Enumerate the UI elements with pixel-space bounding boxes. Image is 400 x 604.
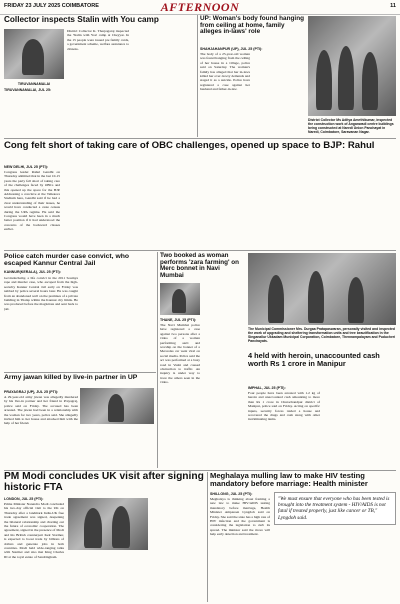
masthead-page-number: 11 (390, 3, 396, 9)
meghalaya-body-col3 (336, 530, 396, 602)
stalin-body-cont (132, 29, 194, 89)
pm-byline: LONDON, JUL 25 (PTI): (4, 497, 44, 501)
up-body: The body of a 25-year-old woman was found hanging from the ceiling of her house in a village, police said on Saturday. The woman's family has alleged that her in-laws killed her over dowry demands and staged it as a suicide. Police have registered a case against her husband and father-in-law. (200, 52, 250, 92)
photo-merc-bonnet (160, 283, 200, 315)
headline-stalin: Collector inspects Stalin with You camp (4, 15, 159, 24)
photo-municipal-commissioner (248, 253, 396, 325)
cong-body-col4 (184, 165, 240, 248)
headline-meghalaya-hiv: Meghalaya mulling law to make HIV testing mandatory before marriage: Health minister (210, 471, 368, 488)
cong-body-col3 (124, 165, 180, 248)
column-rule-2 (157, 252, 158, 468)
photo-collector-stalin (4, 29, 64, 79)
headline-navi-mumbai: Two booked as woman performs 'zara farming' on Merc bonnet in Navi Mumbai (160, 252, 239, 279)
cong-body: Congress leader Rahul Gandhi on Thursday admitted that in the last 10-15 years the party fell short of taking care of the challenges faced by OBCs and this opened up the space for the BJP. Addressing a conclave at the Talkatora Stadium here, Gandhi said if he had a clear understanding of their issues, he would have conducted a caste census during the UPA regime. He said the Congress would have been in a much better position if it had understood the concerns of the backward classes earlier. (4, 170, 60, 232)
headline-pm-modi: PM Modi concludes UK visit after signing historic FTA (4, 471, 204, 493)
masthead (0, 0, 400, 15)
police-body: Govindachamy, a life convict in the 2011 Soumya rape and murder case, who escaped from the high-security Kannur Central Jail early on Friday was nabbed by police several hours later. He was caught from an abandoned well on the premises of a private building in Thalap within the Kannur city limits. He was produced before the magistrate and sent back to jail. (4, 276, 78, 311)
stalin-body: District Collector K. Tharpagaraj inspected the 'Stalin with You' camp at Cheyyar. In the 15 people were issued pre family cards, a government scheme, welfare assistance to citizens. (67, 29, 129, 51)
police-byline: KANNUR(KERALA), JUL 25 (PTI): (4, 270, 61, 274)
navi-byline: THANE, JUL 25 (PTI): (160, 318, 197, 322)
manipur-body: Four people have been arrested with 1.2 kg of heroin and unaccounted cash amounting to more than Rs 1 crore in Churachandpur district of Manipur, police said on Friday. Acting on specific inputs, security forces raided a house and recovered the drugs and cash along with other incriminating items. (248, 391, 320, 422)
municipal-caption: The Municipal Commissioner Mrs. Durgaa Pratapaswaran, personally visited and inspected the work of upgrading and sheltering transformation units and tree beautification in the Singanallur Ukkadam Municipal Corporation, Coimbatore, Thennampalayam and Puducheri Panchayats. (248, 327, 396, 344)
photo-collector-inspection (308, 16, 396, 116)
manipur-byline: IMPHAL, JUL 25 (PTI): (248, 386, 286, 390)
up-byline: SHAHJAHANPUR (UP), JUL 25 (PTI): (200, 47, 263, 51)
masthead-title: AFTERNOON (160, 0, 240, 14)
army-body-col2 (80, 426, 154, 467)
army-body: A 29-year-old army jawan was allegedly murdered by his live-in partner and her friend in Prayagraj, police said on Friday. The accused has been arrested. The jawan had been in a relationship with the woman for two years, police said. She allegedly invited him to her house and attacked him with the help of her friend. (4, 395, 78, 426)
meghalaya-byline: SHILLONG, JUL 25 (PTI): (210, 492, 253, 496)
meghalaya-body-col2 (274, 530, 332, 602)
meghalaya-body: Meghalaya is thinking about framing a new law to make HIV/AIDS testing mandatory before marriage, Health Minister Ampareen Lyngdoh said on Friday. She said the state has a high rate of HIV infection and the government is considering the legislation to curb its spread. The minister said the move will help early detection and treatment. (210, 497, 270, 537)
cong-body-col5 (244, 165, 300, 248)
headline-manipur-heroin: 4 held with heroin, unaccounted cash worth Rs 1 crore in Manipur (248, 351, 380, 368)
photo-pm-modi-starmer (68, 498, 148, 550)
headline-up-woman: UP: Woman's body found hanging from ceiling at home, family alleges in-laws' role (200, 15, 304, 36)
headline-army-jawan: Army jawan killed by live-in partner in UP (4, 374, 138, 381)
manipur-body-col2 (324, 386, 396, 467)
pm-body: Prime Minister Narendra Modi concluded his two-day official visit to the UK on Thursday after a landmark India-UK free trade agreement was signed, deepening the bilateral relationship and charting out the future of economic cooperation. The agreement, signed in the presence of Modi and his British counterpart Keir Starmer, is expected to boost trade by billions of dollars and generate jobs in both countries. Modi held wide-ranging talks with Starmer and also met King Charles III at the royal estate of Sandringham. (4, 502, 64, 559)
column-rule (197, 15, 198, 137)
meghalaya-pull-quote: "We must ensure that everyone who has been tested is brought into the treatment system - HIV/AIDS is not fatal if treated properly, just like cancer or TB," Lyngdoh said. (274, 492, 396, 525)
stalin-byline: TIRUVANNAMALAI, JUL 25: (4, 88, 52, 92)
cong-body-col2 (64, 165, 120, 248)
army-byline: PRAYAGRAJ (UP), JUL 25 (PTI): (4, 390, 59, 394)
stalin-photo-name: TIRUVANNAMALAI (17, 82, 51, 86)
pm-body-col2 (68, 552, 148, 602)
headline-police-convict: Police catch murder case convict, who escaped Kannur Central Jail (4, 253, 130, 268)
column-rule-3 (207, 472, 208, 602)
pm-body-col3 (152, 498, 204, 602)
amethi-caption: District Collector Ms Aditya Amethikumar, inspected the construction work of Anganwadi centre buildings being constructed at Naredi Union Panchayat in Naredi, Coimbatore, Saravanan Nagar. (308, 118, 394, 135)
navi-body-col2 (203, 283, 244, 468)
section-rule (4, 138, 396, 139)
navi-body: The Navi Mumbai police have registered a case against two persons after a video of a woman performing aarti and worship on the bonnet of a Mercedes car went viral on social media. Police said the act was performed at a busy road in Vashi and caused obstruction to traffic. An inquiry is under way to trace the others seen in the video. (160, 323, 200, 385)
headline-cong-rahul: Cong felt short of taking care of OBC challenges, opened up space to BJP: Rahul (4, 140, 375, 151)
section-rule-2 (4, 250, 396, 251)
section-rule-3 (4, 372, 156, 373)
photo-army-jawan (80, 388, 154, 424)
masthead-date: FRIDAY 23 JULY 2025 COIMBATORE (4, 3, 99, 9)
cong-byline: NEW DELHI, JUL 25 (PTI): (4, 165, 49, 169)
cong-body-col6 (304, 165, 396, 248)
police-body-col2 (80, 270, 154, 370)
